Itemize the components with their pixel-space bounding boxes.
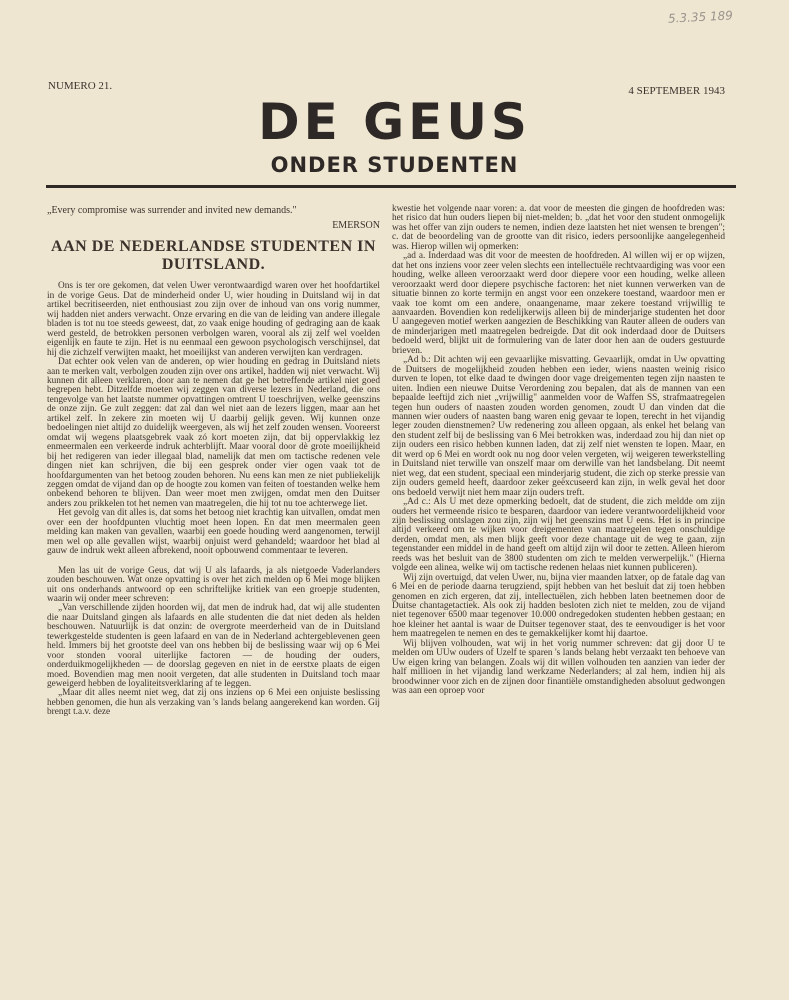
paragraph: kwestie het volgende naar voren: a. dat voor de meesten die gingen de hoofdreden was: het risico dat hun ouders liepen bij niet-melden; b. „dat het voor den student onmogelijk was het offer van zijn ouders te nemen, indien deze laatsten het niet wensen te brengen"; c. dat de beoordeling van de grootte van dit risico, ieders persoonlijke aangelegenheid was. Hierop willen wij opmerken: [392,204,725,252]
paragraph: Dat echter ook velen van de anderen, op wier houding en gedrag in Duitsland niets aan te merken valt, verbolgen zouden zijn over ons artikel, hadden wij niet verwacht. Wij kunnen dit alleen verklaren, door aan te nemen dat ge het betreffende artikel niet goed begrepen hebt. Ditzelfde moeten wij zeggen van diverse lezers in Nederland, die ons tengevolge van het laatste nummer opvattingen omtrent U toeschrijven, welke geenszins de onze zijn. Ge zult zeggen: dat zal dan wel niet aan de lezers liggen, maar aan het artikel zelf. In zekere zin moeten wij U daarbij gelijk geven. Wij kunnen onze bedoelingen niet altijd zo duidelijk weergeven, als wij het zelf zouden wensen. Vooreerst omdat wij wegens plaatsgebrek vaak zó kort moeten zijn, dat bij oppervlakkig lez enmeermalen een verkeerde indruk achterblijft. Maar vooral door dè grote moeilijkheid bij het redigeren van ieder illegaal blad, namelijk dat men om tactische redenen vele dingen niet kan schrijven, die bij een gesprek onder vier ogen vaak tot de hoofdargumenten van het betoog zouden behoren. Nu eens kan men ze niet publiekelijk zeggen omdat de vijand dan op de hoogte zou komen van feiten of toestanden welke hem onbekend behoren te blijven. Dan weer moet men zwijgen, omdat men den Duitser anders zou prikkelen tot het nemen van maatregelen, die hij tot nu toe achterwege liet. [47,357,380,509]
right-column [392,205,725,697]
paragraph: Het gevolg van dit alles is, dat soms het betoog niet krachtig kan uitvallen, omdat men over een der hoofdpunten vluchtig moet heen lopen. En dat men meermalen geen melding kan maken van gevallen, waarbij een goede houding werd aangenomen, terwijl men wel op alle gevallen wijst, waarbij onjuist werd gehandeld; waardoor het blad al gauw de indruk wekt alleen afbrekend, nooit opbouwend commentaar te leveren. [47,508,380,557]
paragraph: Wij blijven volhouden, wat wij in het vorig nummer schreven: dat gij door U te melden om UUw ouders of Uzelf te sparen 's lands belang hebt verzaakt ten behoeve van Uw eigen kring van belangen. Zoals wij dit willen volhouden ten aanzien van ieder der half millioen in het vijandig land werkzame Nederlanders; al zal hem, indien hij als broodwinner voor zich en de zijnen door finantiële omstandigheden absoluut gedwongen was aan een oproep voor [392,638,725,697]
issue-number: NUMERO 21. [48,80,113,92]
issue-date: 4 SEPTEMBER 1943 [628,85,725,97]
paragraph: Wij zijn overtuigd, dat velen Uwer, nu, bijna vier maanden latxer, op de fatale dag van 6 Mei en de periode daarna terugziend, spijt hebben van het besluit dat zij toen hebben genomen en zich ergeren, dat zij, intellectuëlen, zich hebben laten beetnemen door de Duitse chantagetactiek. Als ook zij hadden besloten zich niet te melden, zou de vijand niet tegenover 6500 maar tegenover 10.000 ondregedoken studenten hebben gestaan; en hoe kleiner het aantal is waar de Duitser tegenover staat, des te eenvoudiger is het voor hem maatregelen te nemen en des te gemakkelijker komt hij daartoe. [392,572,725,640]
epigraph-author: EMERSON [332,220,380,231]
newspaper-subtitle: ONDER STUDENTEN [270,153,519,177]
epigraph-quote: „Every compromise was surrender and invited new demands." [47,205,297,216]
paragraph: „Maar dit alles neemt niet weg, dat zij ons inziens op 6 Mei een onjuiste beslissing hebben genomen, die hun als verzaking van 's lands belang aangerekend kan worden. Gij brengt t.a.v. deze [47,688,380,718]
paragraph: „Van verschillende zijden hoorden wij, dat men de indruk had, dat wij alle studenten die naar Duitsland gingen als lafaards en alle studenten die dat niet deden als helden beschouwen. Natuurlijk is dat onzin: de overgrote meerderheid van de in Duitsland tewerkgestelde studenten is geen lafaard en van de in Nederland achtergeblevenen geen held. Immers bij het grootste deel van ons hebben bij de beslissing waar wij op 6 Mei voor stonden vooral uiterlijke factoren — de houding der ouders, onderduikmogelijkheden — de doorslag gegeven en niet in de eerstxe plaats de eigen moed. Bovendien mag men nooit vergeten, dat alle studenten in Duitsland toch maar geweigerd hebben de loyaliteitsverklaring af te leggen. [47,603,380,690]
masthead-divider [46,185,736,188]
archive-handwritten-note: 5.3.35 189 [667,8,734,26]
paragraph: „Ad c.: Als U met deze opmerking bedoelt, dat de student, die zich meldde om zijn ouders het vermeende risico te besparen, daardoor van iedere verantwoordelijkheid voor zijn beslissing ontslagen zou zijn, zijn wij het geenszins met U eens. Het is in principe altijd verkeerd om te wijken voor dreigementen van maatregelen tegen onschuldige derden, omdat men, als men blijk geeft voor deze chantage uit de weg te gaan, zijn tegenstander een middel in de hand geeft om altijd zijn wil door te zetten. Alleen hierom reeds was het besluit van de 3800 studenten om zich te melden verwerpelijk." (Hierna volgde een alinea, welke wij om tactische redenen helaas niet kunnen publiceren). [392,497,725,574]
paragraph: „Ad b.: Dit achten wij een gevaarlijke misvatting. Gevaarlijk, omdat in Uw opvatting de Duitsers de mogelijkheid zouden hebben een ieder, wiens naasten weinig risico durven te lopen, tot elke daad te dwingen door vage dreigementen tegen zijn naasten te uiten. Indien een nieuwe Duitse Verordening zou bepalen, dat als de mannen van een bepaalde leeftijd zich niet „vrijwillig" aanmelden voor de Waffen SS, strafmaatregelen tegen hun ouders of naasten zouden worden genomen, zoudt U dan vinden dat die mannen wier ouders of naasten bang waren enig gevaar te lopen, terecht in het vijandig leger zouden dienstnemen? Uw redenering zou alleen opgaan, als enkel het belang van den student zelf bij de beslissing van 6 Mei betrokken was, inderdaad zou hij dan niet op zijn ouders een risico hebben kunnen laden, dat zij zelf niet wensten te lopen. Maar, en dit werd op 6 Mei en wordt ook nu nog door velen vergeten, wij weigeren tewerkstelling in Duitsland niet terwille van onszelf maar om derwille van het landsbelang. Dit neemt niet weg, dat een student, speciaal een minderjarig student, die zich op sterke pressie van zijn ouders gemeld heeft, daardoor zeker geëxcuseerd kan zijn, in welk geval het door ons bedoeld verwijt niet hem maar zijn ouders treft. [392,355,725,498]
article-heading: AAN DE NEDERLANDSE STUDENTEN IN DUITSLAND. [51,238,376,274]
left-column [47,205,380,718]
newspaper-title: DE GEUS [258,93,531,151]
paragraph: Men las uit de vorige Geus, dat wij U als lafaards, ja als nietgoede Vaderlanders zouden beschouwen. Wat onze opvatting is over het zich melden op 6 Mei moge blijken uit ons onderhands antwoord op een schriftelijke kritiek van een groepje studenten, waarin wij onder meer schreven: [47,565,380,604]
paragraph: Ons is ter ore gekomen, dat velen Uwer verontwaardigd waren over het hoofdartikel in de vorige Geus. Dat de minderheid onder U, wier houding in Duitsland wij in dat artikel becritiseerden, niet enthousiast zou zijn over de inhoud van ons vorig nummer, wij hadden niet anders verwacht. Onze ervaring en die van de leiding van andere illegale bladen is tot nu toe steeds geweest, dat, zo vaak enige houding of gedraging aan de kaak werd gesteld, de betrokken personen verbolgen waren, vooral als zij zelf wel voelden eigenlijk en faute te zijn. Het is nu eenmaal een gewoon psychologisch verschijnsel, dat hij die zichzelf verwijten maakt, het moeilijkst van anderen verwijten kan verdragen. [47,281,380,358]
paragraph: „ad a. Inderdaad was dit voor de meesten de hoofdreden. Al willen wij er op wijzen, dat het ons inziens voor zeer velen slechts een intellectuële rechtvaardiging was voor een houding, welke alleen veroorzaakt werd door diepere voor een houding, welke alleen veroorzaakt werd door diepere psychische factoren: het niet kunnen verwerken van de situatie binnen zo korte termijn en angst voor een onzekere toestand, waardoor men er vaak toe komt om een andere, onaangename, maar zekere toestand vrijwillig te aanvaarden. Bovendien kon redelijkerwijs alleen bij de minderjarige studenten het door U aangegeven motief werken aangezien de Beschikking van Rauter alleen de ouders van de minderjarigen metl maatregelen bedreigde. Dat dit ook inderdaad door de Duitsers bedoeld werd, blijkt uit de formulering van de later door hen aan de ouders gestuurde brieven. [392,251,725,356]
